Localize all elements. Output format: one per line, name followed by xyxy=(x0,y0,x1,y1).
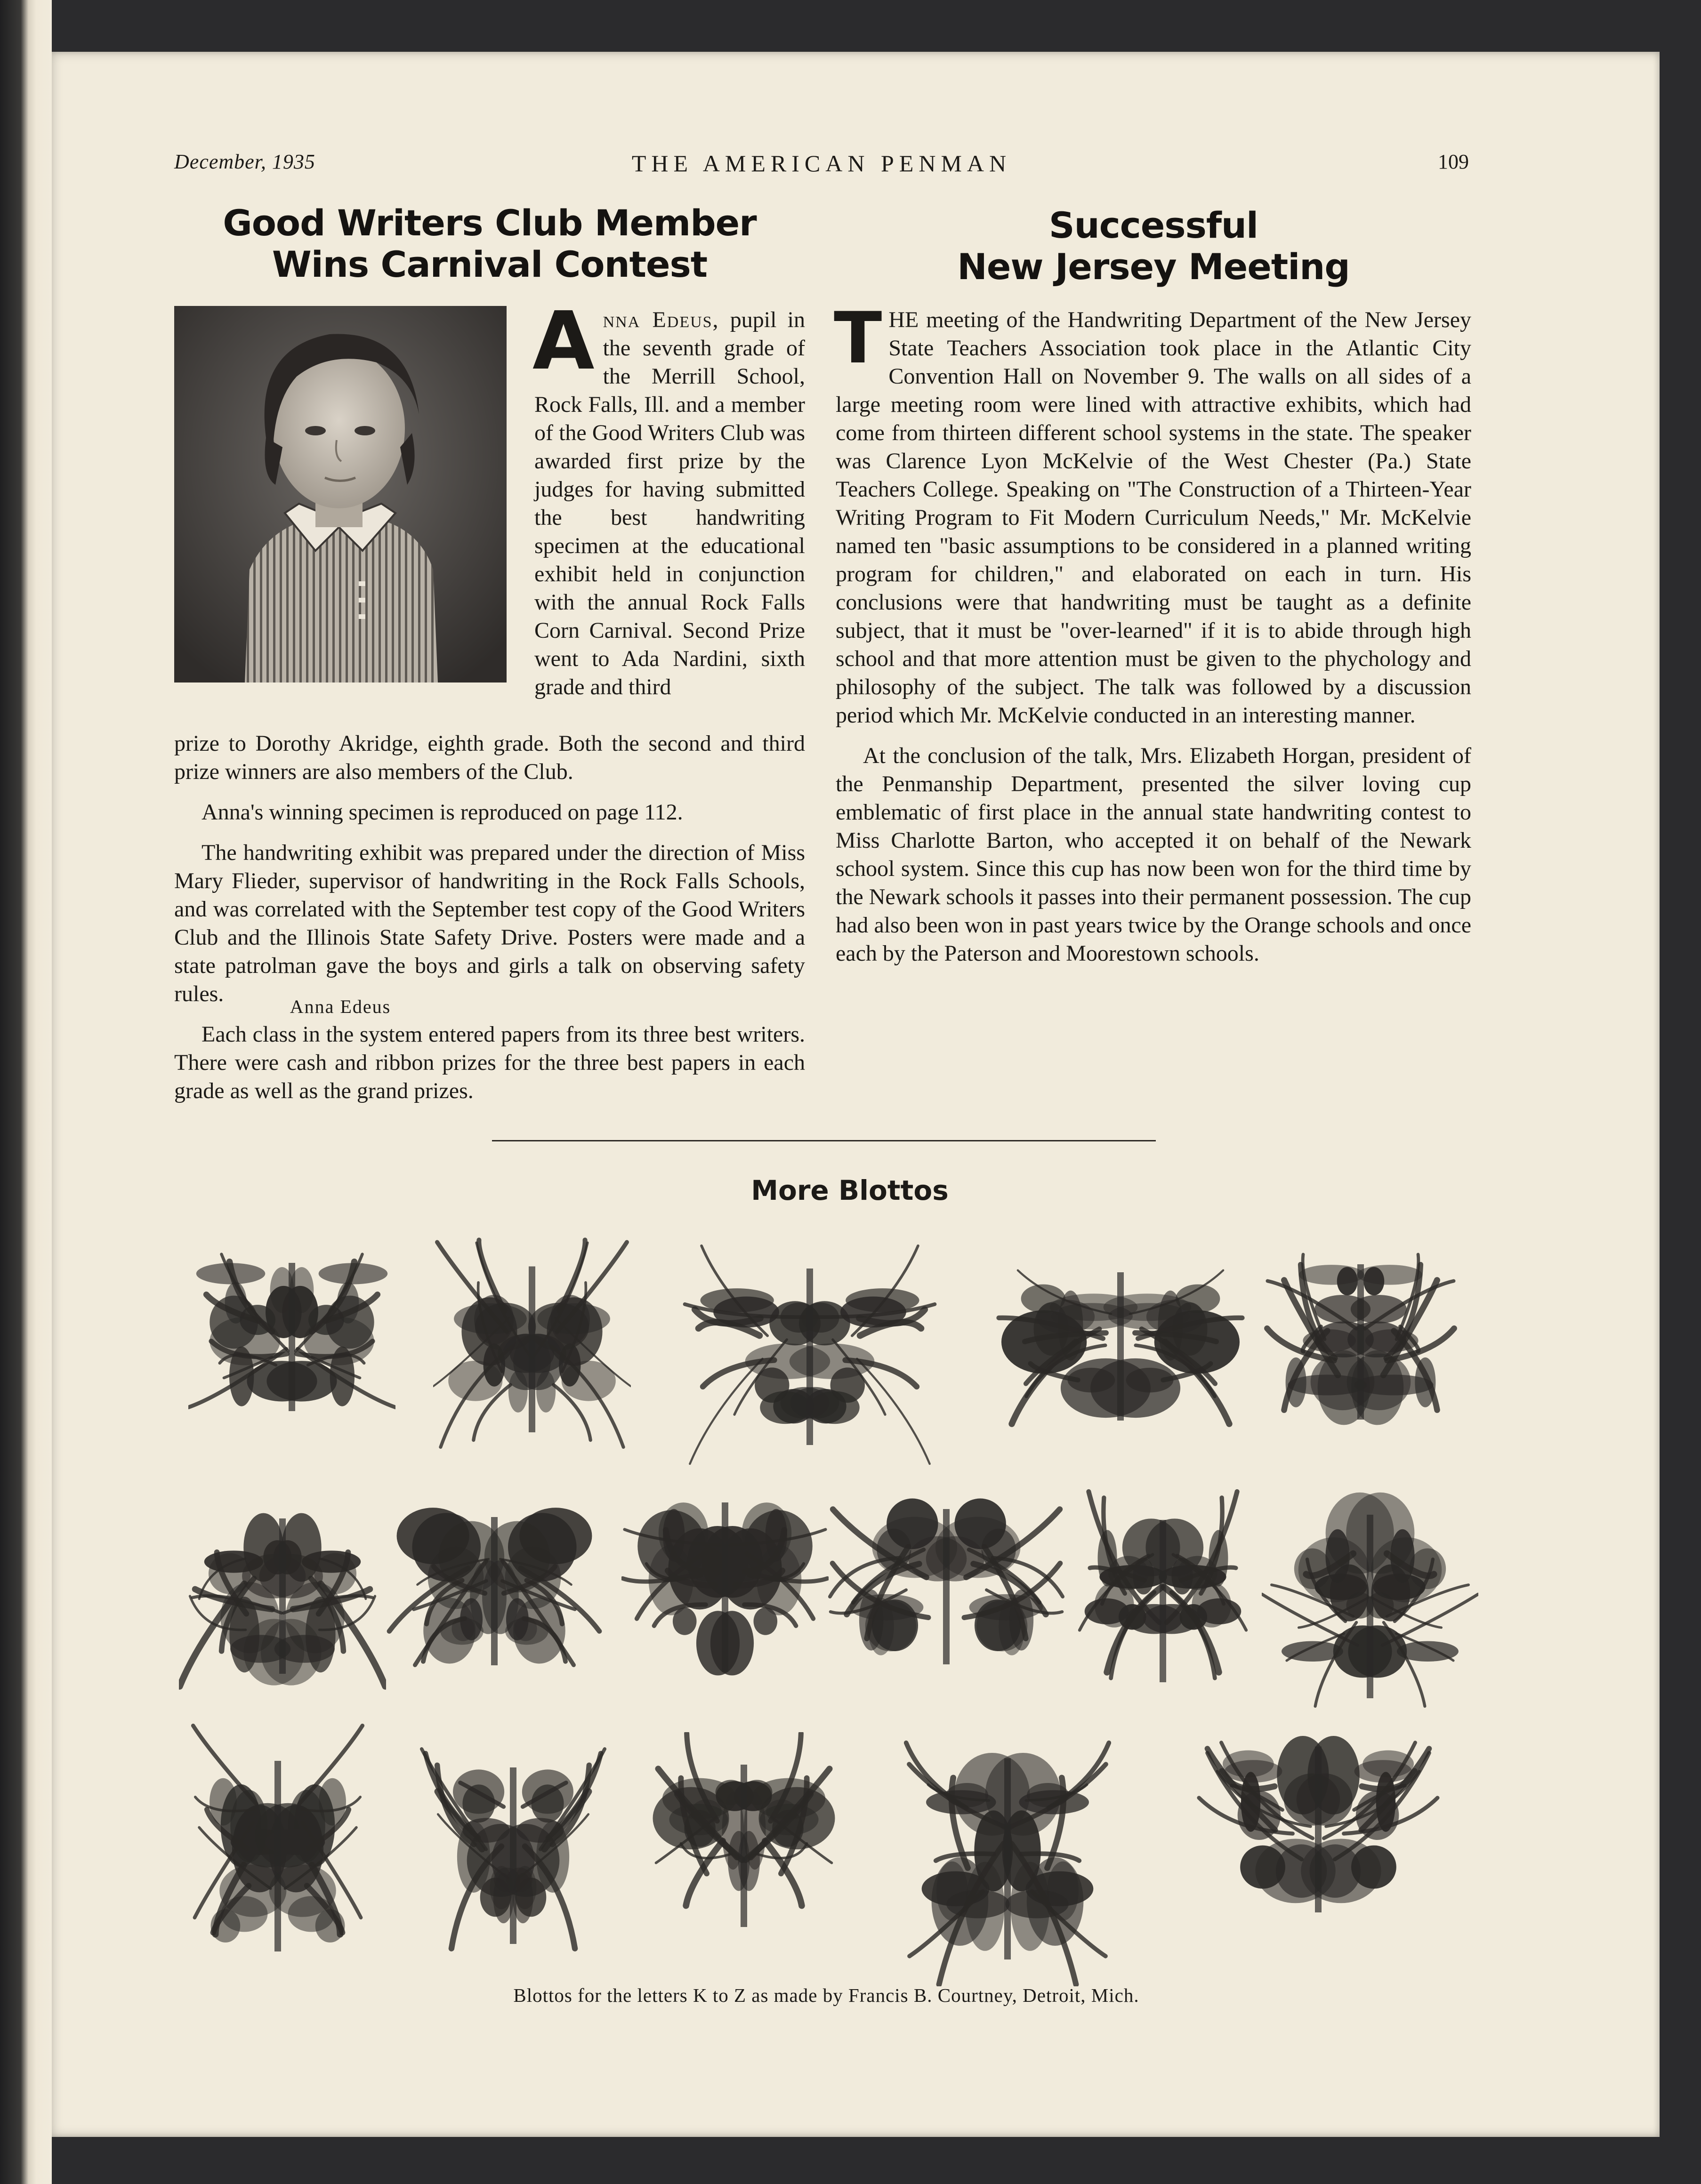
ink-blot xyxy=(1064,1487,1262,1704)
scan-background xyxy=(0,0,1701,52)
left-headline-line-1: Good Writers Club Member xyxy=(223,202,757,244)
ink-blot xyxy=(433,1233,631,1454)
ink-blot xyxy=(683,1233,937,1469)
left-paragraph: Anna's winning specimen is reproduced on page 112. xyxy=(202,800,683,825)
drop-cap-a: A xyxy=(532,295,595,388)
left-paragraph: The handwriting exhibit was prepared under the direction of Miss Mary Flieder, supervisor of handwriting in the Rock Falls Schools, and was correlated with the September test copy of the Good Writers Club and the Illinois State Safety Drive. Posters were made and a state patrolman gave the boys and girls a talk on observing safety rules. xyxy=(174,840,805,1006)
ink-blot xyxy=(414,1732,612,1967)
ink-blot xyxy=(386,1487,603,1685)
right-headline-line-2: New Jersey Meeting xyxy=(957,246,1350,288)
ink-blot xyxy=(1252,1233,1469,1440)
ink-blot xyxy=(819,1478,1073,1685)
ink-blot xyxy=(188,1233,395,1431)
left-article-body xyxy=(174,730,805,1105)
left-paragraph: Each class in the system entered papers from its three best writers. There were cash and ribbon prizes for the three best papers in each grade as well as the grand prizes. xyxy=(174,1022,805,1103)
running-head xyxy=(174,150,1469,183)
right-article-body xyxy=(834,297,1471,968)
left-article-headline xyxy=(174,202,805,285)
lead-smallcaps: nna Edeus, xyxy=(603,307,719,332)
blottos-grid xyxy=(169,1214,1474,1986)
portrait-caption: Anna Edeus xyxy=(290,996,391,1017)
blottos-title: More Blottos xyxy=(751,1174,949,1206)
issue-date: December, 1935 xyxy=(174,150,315,173)
ink-blot xyxy=(179,1487,386,1694)
right-article-headline xyxy=(836,205,1471,288)
portrait-image xyxy=(174,306,507,682)
right-headline-line-1: Successful xyxy=(1048,204,1258,246)
publication-title: THE AMERICAN PENMAN xyxy=(631,150,1012,177)
portrait-photo xyxy=(174,306,507,682)
left-headline-line-2: Wins Carnival Contest xyxy=(272,243,708,285)
ink-blot xyxy=(989,1243,1252,1440)
ink-blot xyxy=(640,1732,847,1949)
intro-continued: prize to Dorothy Akridge, eighth grade. Both the second and third prize winners are also members of the Club. xyxy=(174,731,805,784)
ink-blot xyxy=(621,1469,829,1694)
ink-blot xyxy=(904,1718,1111,1986)
ink-blot xyxy=(1196,1713,1441,1935)
right-paragraph-2: At the conclusion of the talk, Mrs. Elizabeth Horgan, president of the Penmanship Department, presented the silver loving cup emblematic of first place in the annual state handwriting contest to Miss Charlotte Barton, who accepted it on behalf of the Newark school system. Since this cup has now been won for the third time by the Newark schools it passes into their permanent possession. The cup had also been won in past years twice by the Orange schools and once each by the Paterson and Moorestown schools. xyxy=(836,743,1471,966)
right-first-paragraph-text: HE meeting of the Handwriting Department of the New Jersey State Teachers Association took place in the Atlantic City Convention Hall on November 9. The walls on all sides of a large meeting room were lined with attractive exhibits, which had come from thirteen different school systems in the state. The speaker was Clarence Lyon McKelvie of the West Chester (Pa.) State Teachers College. Speaking on "The Construction of a Thirteen-Year Writing Program to Fit Modern Curriculum Needs," Mr. McKelvie named ten "basic assumptions to be considered in a planned writing program for children," and elaborated on each in turn. His conclusions were that handwriting must be taught as a definite subject, that it must be "over-learned" if it is to abide through high school and that more attention must be given to the phychology and philosophy of the subject. The talk was followed by a discussion period which Mr. McKelvie conducted in an interesting manner. xyxy=(836,307,1471,728)
right-paragraph-1 xyxy=(834,297,1471,730)
ink-blot xyxy=(1262,1478,1478,1723)
book-spine xyxy=(0,0,52,2184)
section-divider xyxy=(492,1140,1156,1141)
drop-cap-t: T xyxy=(834,297,882,379)
left-article-intro xyxy=(532,295,805,701)
blottos-caption: Blottos for the letters K to Z as made by Francis B. Courtney, Detroit, Mich. xyxy=(513,1984,1139,2006)
ink-blot xyxy=(188,1723,367,1977)
page-number: 109 xyxy=(1438,150,1469,173)
intro-narrow-text: pupil in the seventh grade of the Merrill School, Rock Falls, Ill. and a member of the Good Writers Club was awarded first prize by the judges for having submitted the best handwriting specimen at the educational exhibit held in conjunction with the annual Rock Falls Corn Carnival. Second Prize went to Ada Nardini, sixth grade and third xyxy=(534,307,805,699)
